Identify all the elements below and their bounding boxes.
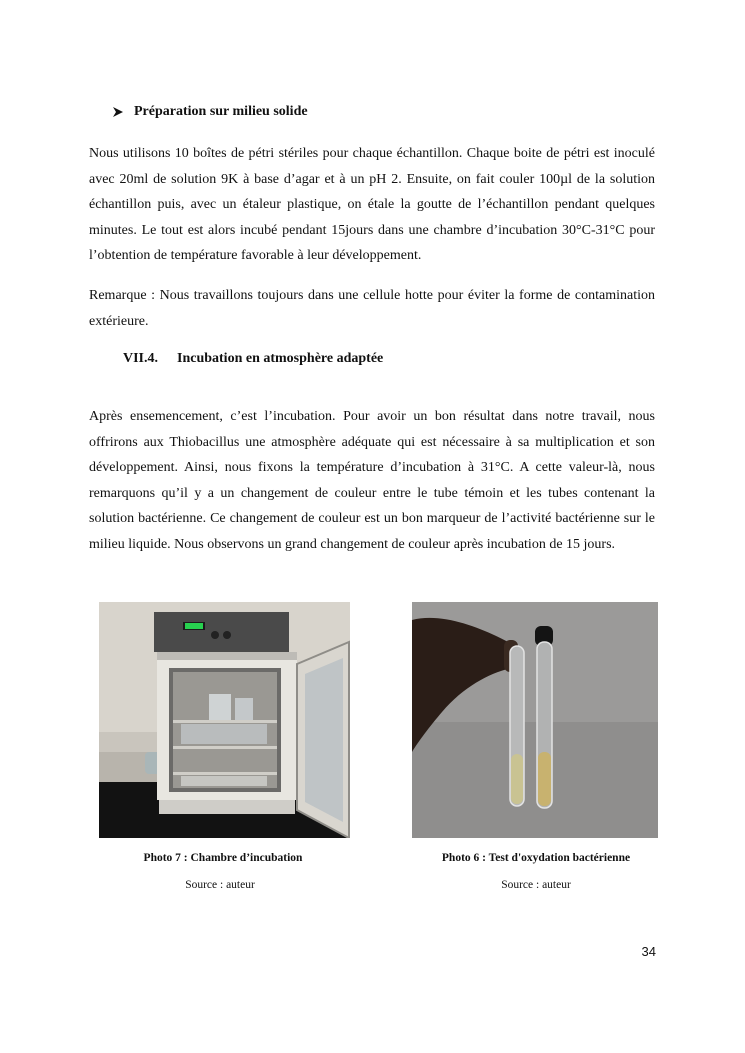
source-photo-6: Source : auteur [501,879,571,891]
test-tubes-image [412,602,658,838]
section-number: VII.4. [123,351,159,366]
incubator-image [99,602,350,838]
section-title: Préparation sur milieu solide [134,104,308,119]
arrowhead-bullet-icon [112,106,124,118]
caption-photo-7: Photo 7 : Chambre d’incubation [143,852,303,864]
section-title: Incubation en atmosphère adaptée [177,351,384,366]
paragraph-incubation: Après ensemencement, c’est l’incubation. Pour avoir un bon résultat dans notre travail, nous offrirons aux Thiobacillus une atmosphère adéquate qui est nécessaire à sa multiplication et son développement. Ainsi, nous fixons la température d’incubation à 31°C. A cette valeur-là, nous remarquons qu’il y a un changement de couleur entre le tube témoin et les tubes contenant la solution bactérienne. Ce changement de couleur est un bon marqueur de l’activité bactérienne sur le milieu liquide. Nous observons un grand changement de couleur après incubation de 15 jours. [89,409,655,552]
source-photo-7: Source : auteur [185,879,255,891]
paragraph-preparation: Nous utilisons 10 boîtes de pétri stériles pour chaque échantillon. Chaque boite de pétri est inoculé avec 20ml de solution 9K à base d’agar et à un pH 2. Ensuite, on fait couler 100µl de la solution échantillon puis, avec un étaleur plastique, on étale la goutte de l’échantillon pendant quelques minutes. Le tout est alors incubé pendant 15jours dans une chambre d’incubation 30°C-31°C pour l’obtention de température favorable à leur développement. [89,146,655,264]
section-heading-preparation [112,104,308,120]
page-number: 34 [641,944,656,959]
photo-oxidation-test [412,602,658,838]
section-heading-incubation [123,351,383,367]
photo-incubation-chamber [99,602,350,838]
paragraph-remark: Remarque : Nous travaillons toujours dans une cellule hotte pour éviter la forme de contamination extérieure. [89,288,655,329]
caption-photo-6: Photo 6 : Test d'oxydation bactérienne [441,852,631,864]
